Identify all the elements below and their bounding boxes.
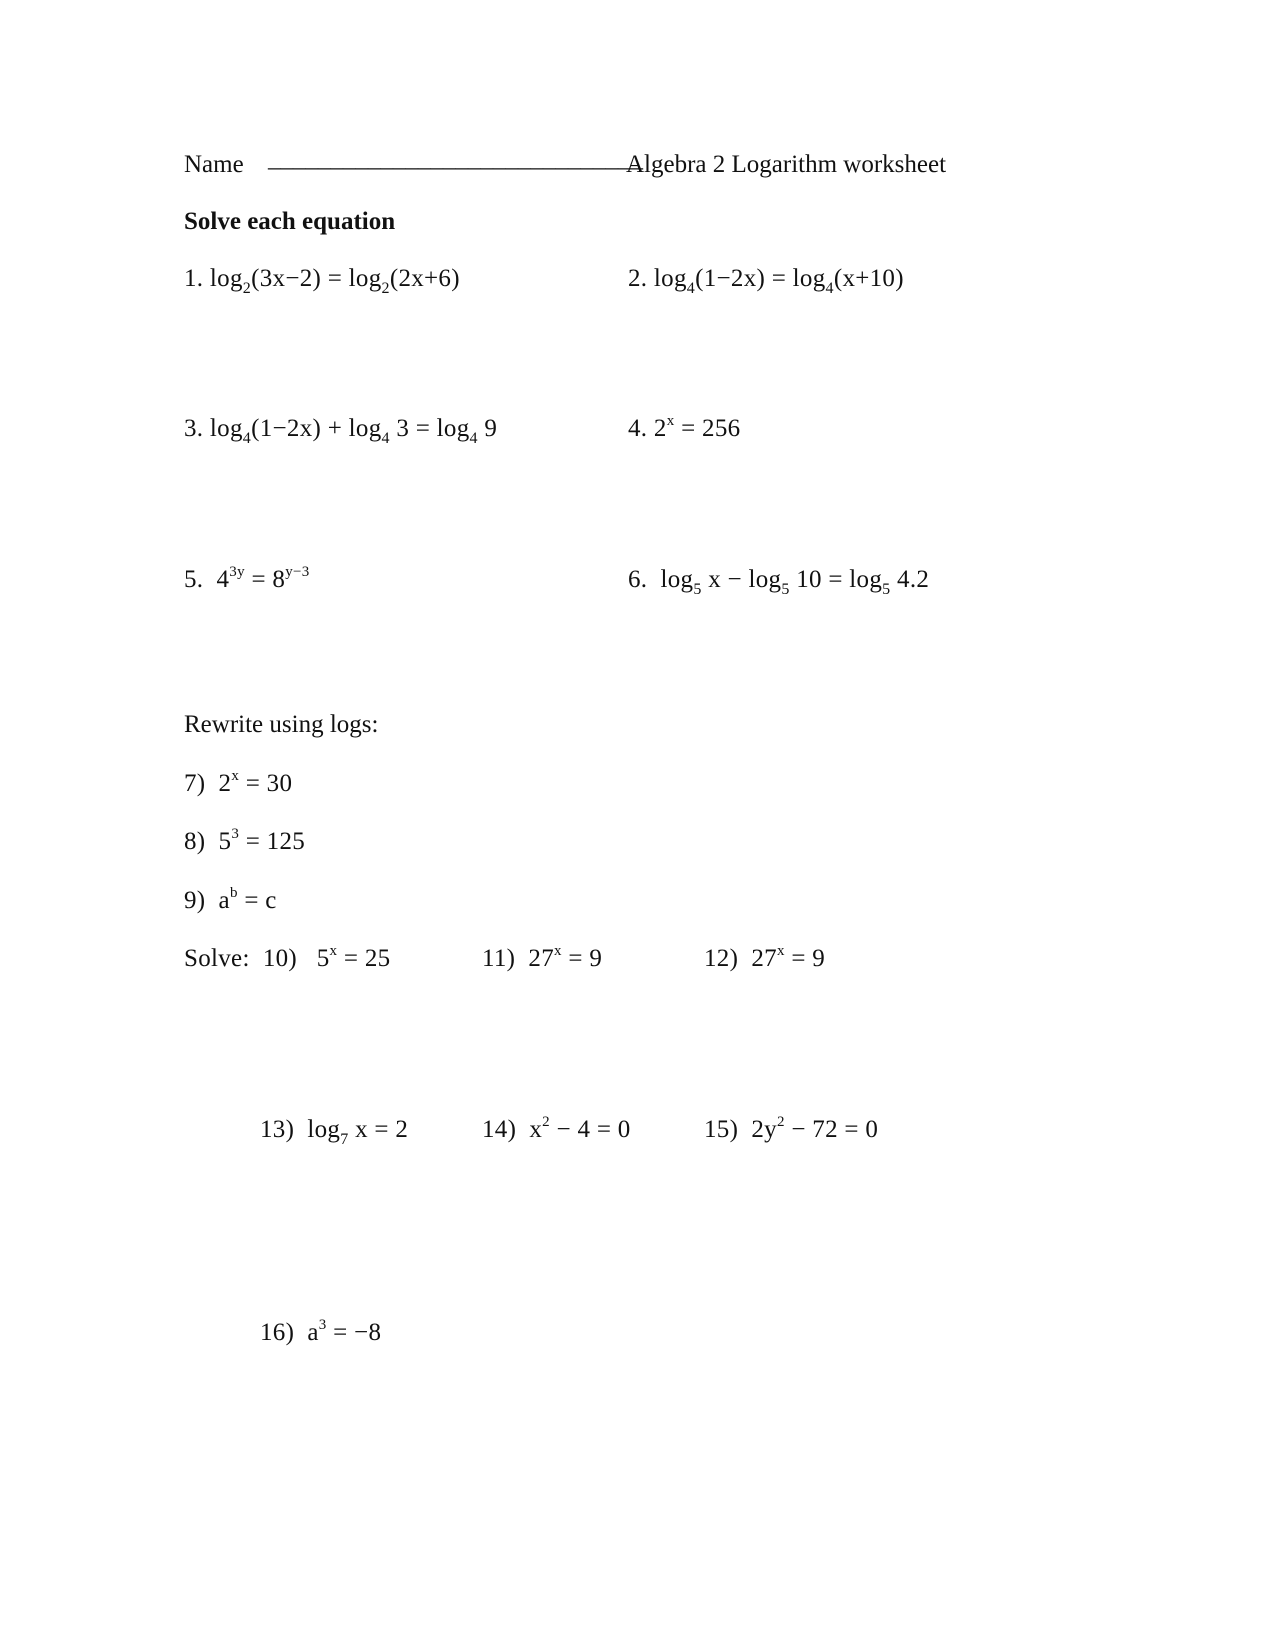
problem-5: 5. $4^{3y} = 8^{y-3}$	[184, 564, 310, 593]
problem-12: 12) $27^x = 9$	[704, 943, 826, 972]
problem-2: 2. $\log_4(1-2x) = \log_4(x+10)$	[628, 265, 904, 297]
section-heading-rewrite: Rewrite using logs:	[184, 711, 379, 738]
problem-4: 4. $2^x = 256$	[628, 413, 741, 442]
solve-row-1	[184, 943, 391, 972]
problem-number: 6.	[628, 566, 648, 593]
problem-number: 11)	[482, 945, 516, 972]
problem-number: 14)	[482, 1116, 517, 1143]
problem-16: 16) $a^3 = -8$	[260, 1317, 382, 1346]
problem-number: 4.	[628, 415, 648, 442]
solve-label: Solve:	[184, 945, 250, 972]
problem-14: 14) $x^2 - 4 = 0$	[482, 1114, 631, 1143]
problem-number: 15)	[704, 1116, 739, 1143]
problem-number: 9)	[184, 887, 206, 914]
problem-13: 13) $\log_7 x = 2$	[260, 1116, 409, 1148]
problem-10: $5^x = 25$	[316, 943, 391, 972]
problem-9: 9) $a^b = c$	[184, 885, 277, 914]
problem-number: 13)	[260, 1116, 295, 1143]
problem-6: 6. $\log_5 x - \log_5 10 = \log_5 4.2$	[628, 566, 930, 598]
name-label: Name	[184, 151, 244, 178]
problem-number: 12)	[704, 945, 739, 972]
problem-number: 1.	[184, 265, 204, 292]
problem-number: 5.	[184, 566, 204, 593]
problem-1: 1. $\log_2(3x-2) = \log_2(2x+6)$	[184, 265, 460, 297]
problem-8: 8) $5^3 = 125$	[184, 826, 306, 855]
problem-number: 3.	[184, 415, 204, 442]
problem-number: 8)	[184, 828, 206, 855]
name-input-line[interactable]: ______________________________	[268, 145, 643, 172]
problem-number: 10)	[262, 945, 298, 972]
worksheet-title: Algebra 2 Logarithm worksheet	[626, 151, 947, 178]
section-heading-solve: Solve each equation	[184, 208, 396, 235]
problem-11: 11) $27^x = 9$	[482, 943, 603, 972]
problem-3: 3. $\log_4(1-2x) + \log_4 3 = \log_4 9$	[184, 415, 498, 447]
problem-number: 16)	[260, 1319, 295, 1346]
problem-15: 15) $2y^2 - 72 = 0$	[704, 1114, 879, 1143]
problem-7: 7) $2^x = 30$	[184, 768, 293, 797]
problem-number: 7)	[184, 770, 206, 797]
problem-number: 2.	[628, 265, 648, 292]
